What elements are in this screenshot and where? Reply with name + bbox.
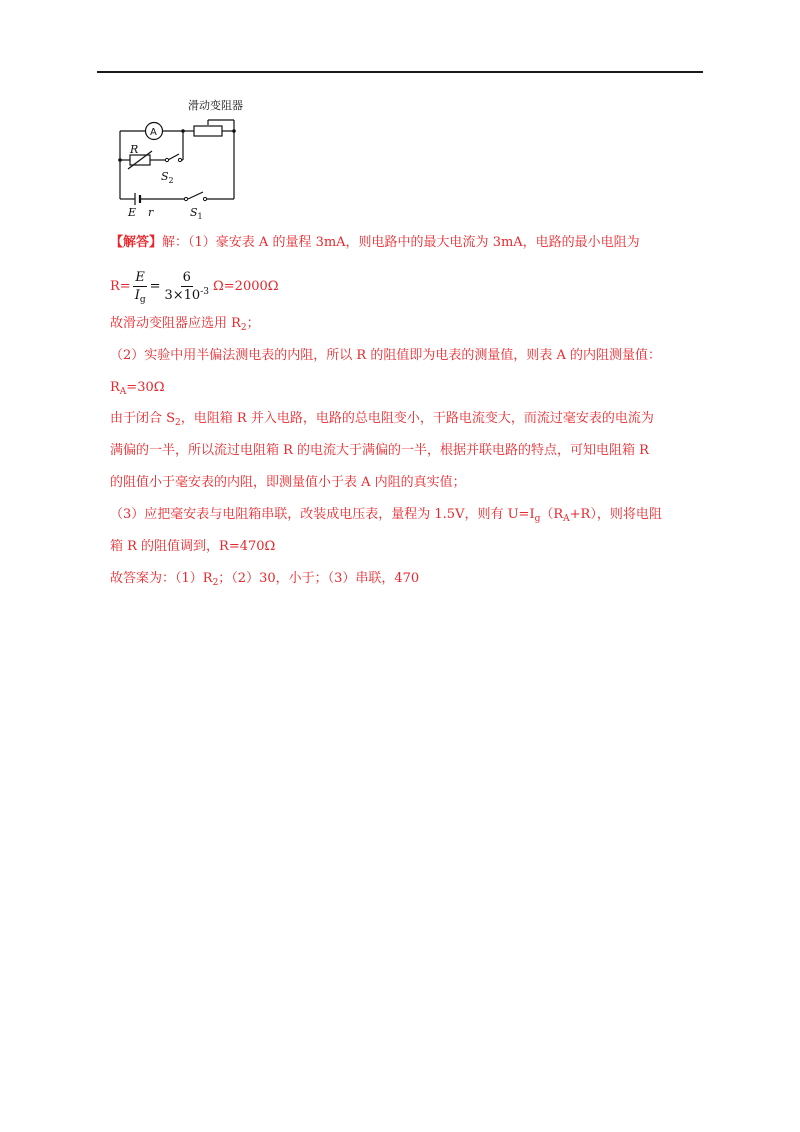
fraction-denominator-value: 3×10 [164, 287, 201, 303]
p4-sub: A [119, 387, 127, 397]
p4-post: =30Ω [126, 380, 165, 395]
answer-line-4 [110, 380, 165, 396]
p10-text: 故答案为：（1）R [110, 571, 213, 586]
answer-line-1 [110, 235, 640, 251]
circuit-diagram [110, 96, 250, 222]
p8-mid: （R [540, 507, 564, 522]
fraction-numerator-6: 6 [182, 269, 191, 285]
box-label: R [130, 143, 139, 156]
p5-sub: 2 [175, 418, 181, 428]
p2-sub: 2 [240, 323, 247, 333]
switch2-label: $S_2$ [161, 170, 174, 185]
p6-text: 满偏的一半，所以流过电阻箱 R 的电流大于满偏的一半，根据并联电路的特点，可知电阻箱 R [110, 443, 649, 458]
formula-result: Ω=2000Ω [213, 278, 279, 294]
fraction-denominator-sub: g [139, 294, 146, 305]
p3-text: （2）实验中用半偏法测电表的内阻，所以 R 的阻值即为电表的测量值，则表 A 的内阻测量值： [110, 348, 661, 363]
p5-text: 由于闭合 S [110, 411, 176, 426]
fraction-numeric [163, 270, 212, 303]
ammeter-label: A [150, 127, 157, 138]
p5-post: ，电阻箱 R 并入电路，电路的总电阻变小，干路电流变大，而流过毫安表的电流为 [180, 411, 654, 426]
p2-post: ； [246, 316, 260, 331]
formula-equals: = [149, 278, 161, 294]
internal-r-label: r [148, 206, 154, 219]
p2-text: 故滑动变阻器应选用 R [110, 316, 241, 331]
p8-sub-a: A [563, 514, 570, 524]
answer-line-8 [110, 507, 662, 523]
emf-label: E [128, 206, 137, 219]
answer-line-2 [110, 316, 260, 332]
p10-sub: 2 [212, 578, 219, 588]
p8-sub-g: g [534, 514, 541, 524]
answer-line-10 [110, 571, 419, 587]
fraction-denominator-exp: -3 [200, 286, 209, 297]
header-rule [97, 71, 703, 73]
p8-post: +R），则将电阻 [569, 507, 662, 522]
answer-line-3 [110, 348, 661, 364]
answer-line-7 [110, 475, 466, 491]
answer-tag: 【解答】 [110, 235, 163, 250]
p8-text: （3）应把毫安表与电阻箱串联，改装成电压表，量程为 1.5V，则有 U=I [110, 507, 535, 522]
switch1-label: $S_1$ [190, 206, 203, 221]
p10-post: ；（2）30，小于；（3）串联，470 [218, 571, 420, 586]
p9-text: 箱 R 的阻值调到，R=470Ω [110, 539, 276, 554]
p4-text: R [110, 380, 120, 395]
fraction-e-over-ig [133, 270, 148, 303]
resistance-formula [110, 266, 279, 306]
p7-text: 的阻值小于毫安表的内阻，即测量值小于表 A 内阻的真实值； [110, 475, 466, 490]
answer-line-5 [110, 411, 654, 427]
answer-line-9 [110, 539, 275, 555]
fraction-numerator-e: E [135, 269, 145, 285]
rheostat-label: 滑动变阻器 [188, 99, 243, 112]
formula-lhs: R= [110, 278, 131, 294]
fraction-denominator-i: I [134, 287, 140, 303]
answer-p1: 解：（1）豪安表 A 的量程 3mA，则电路中的最大电流为 3mA，电路的最小电阻为 [162, 235, 640, 250]
answer-line-6 [110, 443, 649, 459]
